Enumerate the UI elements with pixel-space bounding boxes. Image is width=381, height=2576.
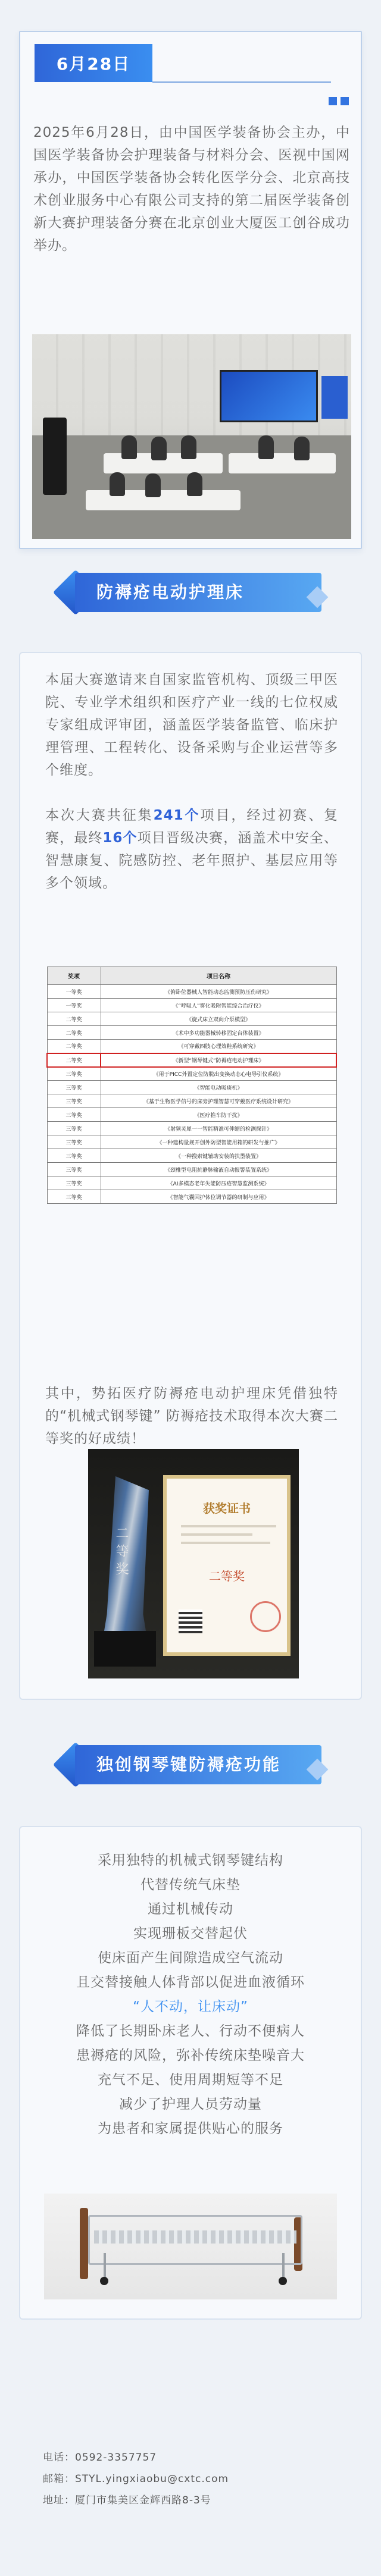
contact-footer — [43, 2447, 229, 2511]
table-row — [47, 1149, 336, 1163]
award-level: 三等奖 — [47, 1163, 101, 1176]
project-name: 《智能气囊回护体位调节器的研制与应用》 — [101, 1190, 336, 1204]
certificate-title: 获奖证书 — [203, 1501, 251, 1516]
projects-paragraph: 本次大赛共征集241个项目，经过初赛、复赛，最终16个项目晋级决赛，涵盖术中安全、智慧康复、院感防控、老年照护、基层应用等多个领域。 — [45, 808, 339, 891]
trophy-label: 二等奖 — [114, 1526, 129, 1580]
feature-line: 为患者和家属提供贴心的服务 — [98, 2121, 283, 2136]
project-name: 《“呼吸人”雾化吸附智能综合治疗仪》 — [101, 999, 336, 1012]
award-level: 三等奖 — [47, 1176, 101, 1190]
contact-address: 地址：厦门市集美区金辉西路8-3号 — [43, 2495, 211, 2506]
feature-line: 实现珊板交替起伏 — [133, 1926, 248, 1941]
table-row — [47, 1081, 336, 1094]
award-level: 三等奖 — [47, 1190, 101, 1204]
project-name: 《可穿戴四肢心理效鞋系统研究》 — [101, 1040, 336, 1053]
table-row — [47, 999, 336, 1012]
award-level: 三等奖 — [47, 1067, 101, 1081]
project-name: 《AI多模态老年失能防压疮智慧监测系统》 — [101, 1176, 336, 1190]
award-level: 二等奖 — [47, 1040, 101, 1053]
feature-card — [19, 1826, 362, 2320]
feature-line: 充气不足、使用周期短等不足 — [98, 2072, 283, 2088]
project-name: 《旋式床立双向介泵模型》 — [101, 1012, 336, 1026]
award-certificate — [163, 1475, 291, 1656]
feature-line: 采用独特的机械式钢琴键结构 — [98, 1853, 283, 1868]
award-level: 三等奖 — [47, 1094, 101, 1108]
bed-image — [44, 2194, 337, 2299]
table-row — [47, 1122, 336, 1135]
decor-square — [329, 97, 337, 105]
judges-paragraph: 本届大赛邀请来自国家监管机构、顶级三甲医院、专业学术组织和医疗产业一线的七位权威专家组成评审团，涵盖医学装备监管、临床护理管理、工程转化、设备采购与企业运营等多个维度。 — [45, 672, 338, 778]
project-name: 《智能电动吸痰机》 — [101, 1081, 336, 1094]
project-name: 《一种建构量规开创外防型智能用箱的研发与推广》 — [101, 1135, 336, 1149]
award-level: 三等奖 — [47, 1108, 101, 1122]
section-header-bed — [60, 573, 321, 612]
feature-line: 使床面产生间隙造成空气流动 — [98, 1950, 283, 1966]
table-row — [47, 985, 336, 999]
project-count: 241个 — [153, 808, 201, 823]
award-level: 三等奖 — [47, 1149, 101, 1163]
table-row — [47, 1053, 336, 1067]
contact-phone: 电话：0592-3357757 — [43, 2452, 157, 2464]
table-row — [47, 1040, 336, 1053]
qr-code-icon — [179, 1609, 202, 1633]
feature-line: 患褥疮的风险，弥补传统床垫噪音大 — [76, 2048, 305, 2063]
award-level: 二等奖 — [47, 1026, 101, 1040]
award-level: 二等奖 — [47, 1053, 101, 1067]
award-paragraph: 其中，势拓医疗防褥疮电动护理床凭借独特的“机械式钢琴键” 防褥疮技术取得本次大赛二等奖的好成绩！ — [45, 1386, 338, 1447]
project-name: 《医疗推车防干扰》 — [101, 1108, 336, 1122]
contact-email: 邮箱：STYL.yingxiaobu@cxtc.com — [43, 2473, 229, 2485]
award-photo — [88, 1449, 299, 1678]
project-name: 《术中多功能器械转移固定台体装置》 — [101, 1026, 336, 1040]
event-card — [19, 31, 362, 549]
table-row — [47, 1163, 336, 1176]
certificate-award: 二等奖 — [209, 1569, 245, 1583]
award-level: 一等奖 — [47, 999, 101, 1012]
feature-line: 代替传统气床垫 — [140, 1877, 241, 1893]
section-title: 防褥疮电动护理床 — [96, 582, 245, 602]
project-name: 《新型“钢琴键式”防褥疮电动护理床》 — [101, 1053, 336, 1067]
table-row — [47, 1190, 336, 1204]
section-title: 独创钢琴键防褥疮功能 — [96, 1755, 282, 1774]
project-name: 《用于PICC外置定位防脱出变换动态心电导引仪系统》 — [101, 1067, 336, 1081]
table-header: 项目名称 — [101, 967, 336, 985]
award-table — [46, 967, 337, 1204]
project-name: 《俯卧位器械人智能动态监测预防压伤研究》 — [101, 985, 336, 999]
award-level: 三等奖 — [47, 1081, 101, 1094]
table-row — [47, 1026, 336, 1040]
event-photo — [32, 334, 351, 539]
project-name: 《一种搜索键辅助安装的扶墨装置》 — [101, 1149, 336, 1163]
table-row — [47, 1094, 336, 1108]
feature-line: 降低了长期卧床老人、行动不便病人 — [76, 2023, 305, 2039]
project-name: 《射频灵犀一一智能精准可伸缩的检测探针》 — [101, 1122, 336, 1135]
feature-line: 且交替接触人体背部以促进血液循环 — [76, 1975, 305, 1990]
date-badge: 6月28日 — [35, 44, 152, 82]
award-level: 二等奖 — [47, 1012, 101, 1026]
seal-icon — [250, 1601, 281, 1632]
table-row — [47, 1067, 336, 1081]
table-header: 奖项 — [47, 967, 101, 985]
award-level: 三等奖 — [47, 1122, 101, 1135]
divider — [152, 81, 331, 83]
table-row — [47, 1012, 336, 1026]
feature-list — [20, 1849, 361, 2141]
feature-slogan: “人不动，让床动” — [133, 1999, 248, 2015]
award-level: 三等奖 — [47, 1135, 101, 1149]
finalist-count: 16个 — [102, 830, 138, 846]
event-intro: 2025年6月28日，由中国医学装备协会主办，中国医学装备协会护理装备与材料分会、医视中国网承办，中国医学装备协会转化医学分会、北京高技术创业服务中心有限公司支持的第二届医学装备创新大赛护理装备分赛在北京创业大厦医工创谷成功举办。 — [33, 125, 350, 253]
feature-line: 减少了护理人员劳动量 — [119, 2097, 262, 2112]
competition-card — [19, 652, 362, 1700]
table-row — [47, 1176, 336, 1190]
project-name: 《颈椎型电阻抗静脉输液自动报警装置系统》 — [101, 1163, 336, 1176]
decor-square — [341, 97, 349, 105]
section-header-feature — [60, 1745, 321, 1784]
feature-line: 通过机械传动 — [148, 1902, 233, 1917]
table-row — [47, 1135, 336, 1149]
table-row — [47, 1108, 336, 1122]
project-name: 《基于生物医学信号的床旁护理智慧可穿戴医疗系统设计研究》 — [101, 1094, 336, 1108]
award-level: 一等奖 — [47, 985, 101, 999]
